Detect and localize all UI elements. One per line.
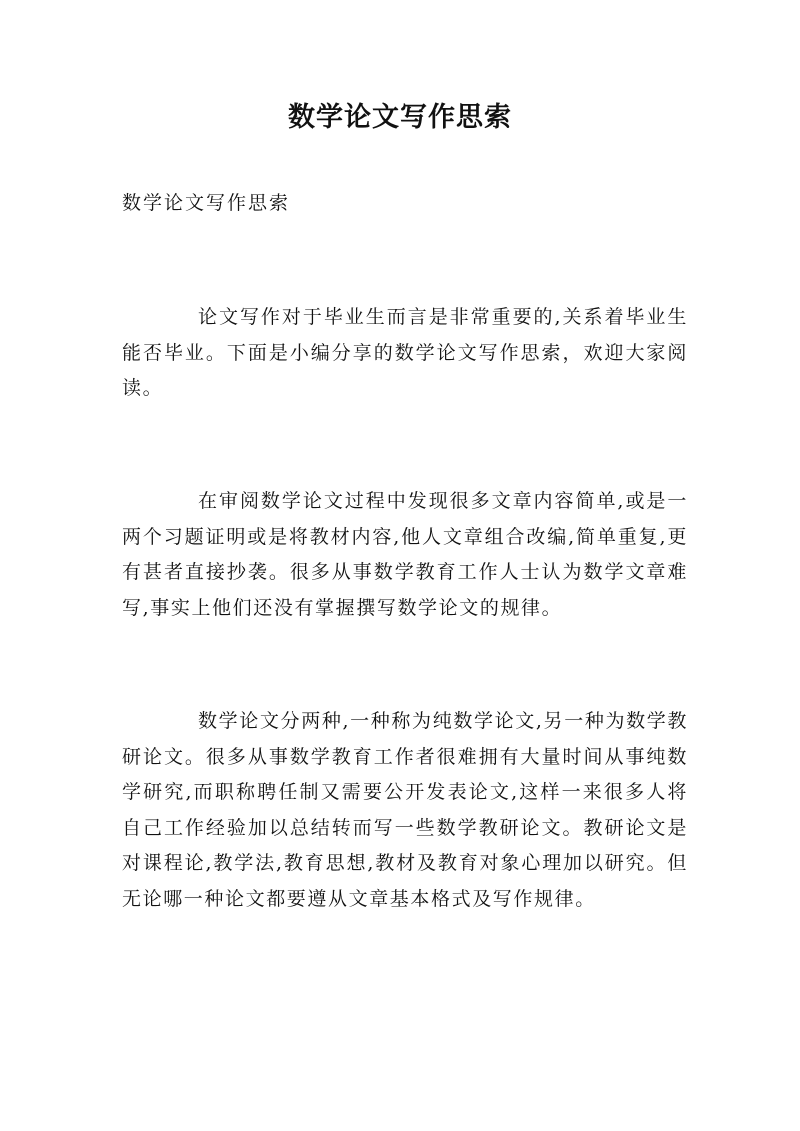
paragraph-1: 论文写作对于毕业生而言是非常重要的,关系着毕业生能否毕业。下面是小编分享的数学论文写作思索，欢迎大家阅读。 (122, 306, 688, 399)
document-subtitle: 数学论文写作思索 (122, 192, 291, 214)
document-title: 数学论文写作思索 (288, 102, 512, 133)
paragraph-2: 在审阅数学论文过程中发现很多文章内容简单,或是一两个习题证明或是将教材内容,他人文章组合改编,简单重复,更有甚者直接抄袭。很多从事数学教育工作人士认为数学文章难写,事实上他们还没有掌握撰写数学论文的规律。 (122, 490, 688, 619)
paragraph-3: 数学论文分两种,一种称为纯数学论文,另一种为数学教研论文。很多从事数学教育工作者很难拥有大量时间从事纯数学研究,而职称聘任制又需要公开发表论文,这样一来很多人将自己工作经验加以总结转而写一些数学教研论文。教研论文是对课程论,教学法,教育思想,教材及教育对象心理加以研究。但无论哪一种论文都要遵从文章基本格式及写作规律。 (122, 710, 688, 910)
